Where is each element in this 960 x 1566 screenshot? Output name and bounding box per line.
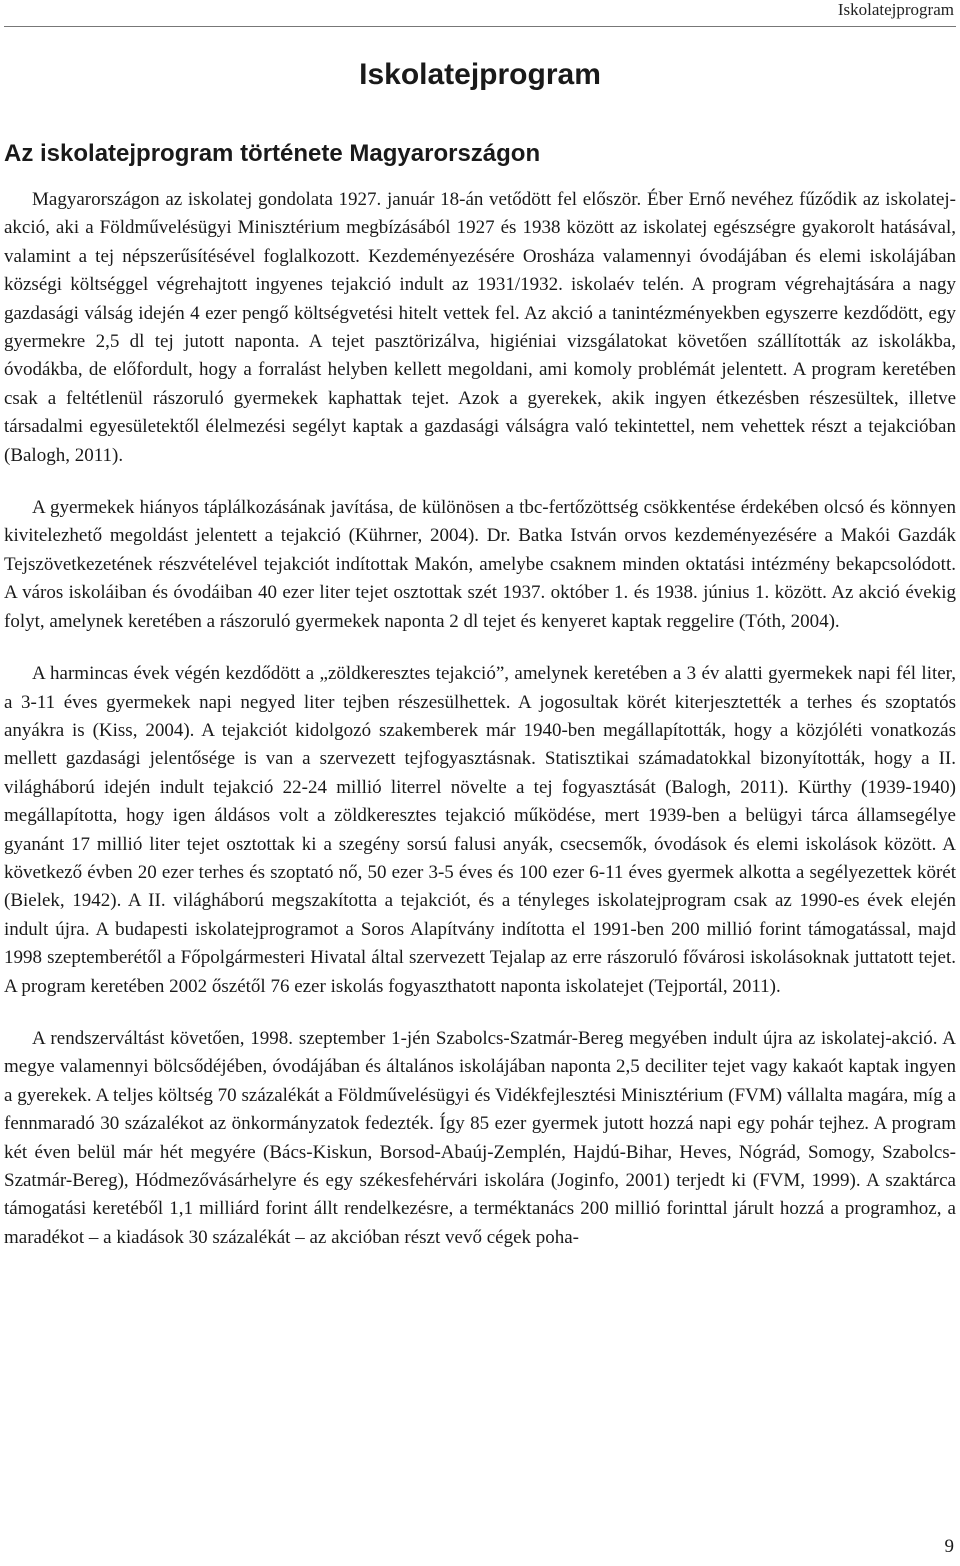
paragraph-3: A harmincas évek végén kezdődött a „zöldkeresztes tejakció”, amelynek keretében a 3 év alatti gyermekek napi fél liter, a 3-11 éves gyermekek napi negyed liter tejben részesülhettek. A jogosultak körét kiterjesztették a terhes és szoptatós anyákra is (Kiss, 2004). A tejakciót kidolgozó szakemberek már 1940-ben megállapították, hogy a közjóléti vonatkozás mellett gazdasági jelentősége is van a szervezett tejfogyasztásnak. Statisztikai számadatokkal bizonyították, hogy a II. világháború idején indult tejakció 22-24 millió literrel növelte a tej fogyasztását (Balogh, 2011). Kürthy (1939-1940) megállapította, hogy igen áldásos volt a zöldkeresztes tejakció működése, mert 1939-ben a belügyi tárca államsegélye gyanánt 17 millió liter tejet osztottak ki a szegény sorsú falusi anyák, csecsemők, óvodások és elemi iskolások között. A következő évben 20 ezer terhes és szoptató nő, 50 ezer 3-5 éves és 100 ezer 6-11 éves gyermek alkotta a segélyezettek körét (Bielek, 1942). A II. világháború megszakította a tejakciót, és a tényleges iskolatejprogram csak az 1990-es évek elején indult újra. A budapesti iskolatejprogramot a Soros Alapítvány indította el 1991-ben 200 millió forint támogatással, majd 1998 szeptemberétől a Főpolgármesteri Hivatal által szervezett Tejalap az erre rászoruló fővárosi iskolásoknak juttatott tejet. A program keretében 2002 őszétől 76 ezer iskolás fogyaszthatott naponta iskolatejet (Tejportál, 2011). xyxy=(4,663,956,997)
body-text xyxy=(4,186,956,1276)
paragraph-4: A rendszerváltást követően, 1998. szeptember 1-jén Szabolcs-Szatmár-Bereg megyében indult újra az iskolatej-akció. A megye valamennyi bölcsődéjében, óvodájában és általános iskolájában naponta 2,5 deciliter tejet vagy kakaót kaptak ingyen a gyerekek. A teljes költség 70 százalékát a Földművelésügyi és Vidékfejlesztési Minisztérium (FVM) vállalta magára, míg a fennmaradó 30 százalékot az önkormányzatok fedezték. Így 85 ezer gyermek jutott hozzá napi egy pohár tejhez. A program két éven belül már hét megyére (Bács-Kiskun, Borsod-Abaúj-Zemplén, Hajdú-Bihar, Heves, Nógrád, Somogy, Szabolcs-Szatmár-Bereg), Hódmezővásárhelyre és egy székesfehérvári iskolára (Joginfo, 2001) terjedt ki (FVM, 1999). A szaktárca támogatási keretéből 1,1 milliárd forint állt rendelkezésre, a terméktanács 200 millió forinttal járult hozzá a programhoz, a maradékot – a kiadások 30 százalékát – az akcióban részt vevő cégek poha- xyxy=(4,1027,956,1248)
section-title: Az iskolatejprogram története Magyarországon xyxy=(4,140,541,167)
header-rule xyxy=(4,26,956,27)
running-header: Iskolatejprogram xyxy=(837,0,954,19)
page-number: 9 xyxy=(944,1536,954,1557)
page-title: Iskolatejprogram xyxy=(359,58,601,91)
paragraph-1: Magyarországon az iskolatej gondolata 1927. január 18-án vetődött fel először. Éber Ernő nevéhez fűződik az iskolatej-akció, aki a Földművelésügyi Minisztérium megbízásából 1927 és 1938 között az iskolatej egészségre gyakorolt hatásával, valamint a tej népszerűsítésével foglalkozott. Kezdeményezésére Orosháza valamennyi óvodájában és elemi iskolájában községi költséggel végrehajtott ingyenes tejakció indult az 1931/1932. iskolaév telén. A program végrehajtására a nagy gazdasági válság idején 4 ezer pengő költségvetési hitelt vettek fel. Az akció a tanintézményekben egyszerre kezdődött, egy gyermekre 2,5 dl tej jutott naponta. A tejet pasztörizálva, higiéniai vizsgálatokat követően szállították az iskolákba, óvodákba, de előfordult, hogy a forralást helyben kellett megoldani, ami komoly problémát jelentett. A program keretében csak a feltétlenül rászoruló gyermekek kaphattak tejet. Azok a gyerekek, akik ingyen étkezésben részesültek, illetve társadalmi egyesületektől élelmezési segélyt kaptak a gazdasági válságra való tekintettel, nem vehettek részt a tejakcióban (Balogh, 2011). xyxy=(4,189,956,466)
paragraph-2: A gyermekek hiányos táplálkozásának javítása, de különösen a tbc-fertőzöttség csökkentése érdekében olcsó és könnyen kivitelezhető megoldást jelentett a tejakció (Kührner, 2004). Dr. Batka István orvos kezdeményezésére a Makói Gazdák Tejszövetkezetének részvételével tejakciót indítottak Makón, amelybe csaknem minden oktatási intézmény bekapcsolódott. A város iskoláiban és óvodáiban 40 ezer liter tejet osztottak szét 1937. október 1. és 1938. június 1. között. Az akció évekig folyt, amelynek keretében a rászoruló gyermekek naponta 2 dl tejet és kenyeret kaptak reggelire (Tóth, 2004). xyxy=(4,497,956,632)
